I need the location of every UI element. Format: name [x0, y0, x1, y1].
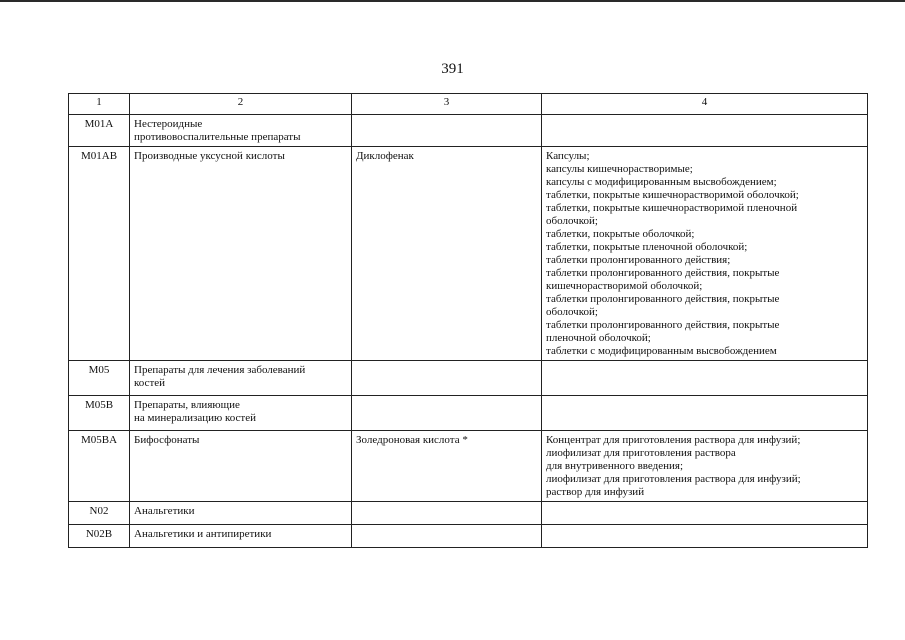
- atc-code-cell: M05B: [69, 396, 130, 431]
- atc-code-cell: M05BA: [69, 431, 130, 502]
- table-row: [69, 147, 868, 361]
- drug-table-body: [69, 94, 868, 548]
- group-cell: [130, 361, 352, 396]
- dosage-form-line: таблетки с модифицированным высвобождением: [546, 345, 777, 357]
- table-row: [69, 115, 868, 147]
- dosage-form-line: оболочкой;: [546, 306, 598, 318]
- group-cell: [130, 147, 352, 361]
- group-line: Нестероидные: [134, 118, 203, 130]
- atc-code-cell: M05: [69, 361, 130, 396]
- atc-code-cell: N02: [69, 502, 130, 525]
- drug-name-cell: Золедроновая кислота *: [352, 431, 542, 502]
- group-line: Препараты для лечения заболеваний: [134, 364, 306, 376]
- group-line: Препараты, влияющие: [134, 399, 240, 411]
- group-cell: [130, 396, 352, 431]
- dosage-form-line: таблетки, покрытые пленочной оболочкой;: [546, 241, 748, 253]
- header-cell: 1: [69, 94, 130, 115]
- dosage-form-line: лиофилизат для приготовления раствора: [546, 447, 736, 459]
- dosage-form-line: капсулы с модифицированным высвобождением;: [546, 176, 777, 188]
- group-line: Производные уксусной кислоты: [134, 150, 285, 162]
- group-cell: [130, 502, 352, 525]
- dosage-form-line: пленочной оболочкой;: [546, 332, 651, 344]
- drug-name-cell: [352, 115, 542, 147]
- dosage-form-line: Концентрат для приготовления раствора для инфузий;: [546, 434, 801, 446]
- table-row: [69, 396, 868, 431]
- header-cell: 3: [352, 94, 542, 115]
- group-line: на минерализацию костей: [134, 412, 256, 424]
- table-header-row: [69, 94, 868, 115]
- dosage-form-line: таблетки пролонгированного действия;: [546, 254, 731, 266]
- dosage-forms-cell: [542, 396, 868, 431]
- group-line: Бифосфонаты: [134, 434, 200, 446]
- dosage-form-line: таблетки пролонгированного действия, покрытые: [546, 293, 780, 305]
- dosage-form-line: оболочкой;: [546, 215, 598, 227]
- atc-code-cell: M01AB: [69, 147, 130, 361]
- drug-name-cell: [352, 502, 542, 525]
- top-rule: [0, 0, 905, 2]
- group-line: Анальгетики: [134, 505, 195, 517]
- dosage-form-line: таблетки, покрытые кишечнорастворимой пленочной: [546, 202, 798, 214]
- drug-name-cell: [352, 361, 542, 396]
- drug-name-cell: [352, 525, 542, 548]
- dosage-form-line: таблетки пролонгированного действия, покрытые: [546, 267, 780, 279]
- dosage-forms-cell: [542, 361, 868, 396]
- dosage-forms-cell: [542, 147, 868, 361]
- group-cell: [130, 431, 352, 502]
- atc-code-cell: N02B: [69, 525, 130, 548]
- dosage-form-line: таблетки пролонгированного действия, покрытые: [546, 319, 780, 331]
- group-line: костей: [134, 377, 166, 389]
- dosage-form-line: лиофилизат для приготовления раствора для инфузий;: [546, 473, 801, 485]
- dosage-form-line: Капсулы;: [546, 150, 590, 162]
- dosage-forms-cell: [542, 525, 868, 548]
- dosage-form-line: таблетки, покрытые оболочкой;: [546, 228, 695, 240]
- drug-table: [68, 93, 868, 548]
- header-cell: 2: [130, 94, 352, 115]
- dosage-form-line: раствор для инфузий: [546, 486, 645, 498]
- group-cell: [130, 525, 352, 548]
- table-row: [69, 361, 868, 396]
- dosage-form-line: для внутривенного введения;: [546, 460, 684, 472]
- dosage-form-line: таблетки, покрытые кишечнорастворимой оболочкой;: [546, 189, 799, 201]
- table-row: [69, 502, 868, 525]
- table-row: [69, 525, 868, 548]
- dosage-form-line: кишечнорастворимой оболочкой;: [546, 280, 703, 292]
- group-line: Анальгетики и антипиретики: [134, 528, 272, 540]
- dosage-forms-cell: [542, 115, 868, 147]
- atc-code-cell: M01A: [69, 115, 130, 147]
- header-cell: 4: [542, 94, 868, 115]
- dosage-forms-cell: [542, 502, 868, 525]
- group-cell: [130, 115, 352, 147]
- drug-name-cell: Диклофенак: [352, 147, 542, 361]
- page-number: 391: [441, 61, 464, 77]
- table-row: [69, 431, 868, 502]
- group-line: противовоспалительные препараты: [134, 131, 301, 143]
- dosage-form-line: капсулы кишечнорастворимые;: [546, 163, 693, 175]
- drug-name-cell: [352, 396, 542, 431]
- dosage-forms-cell: [542, 431, 868, 502]
